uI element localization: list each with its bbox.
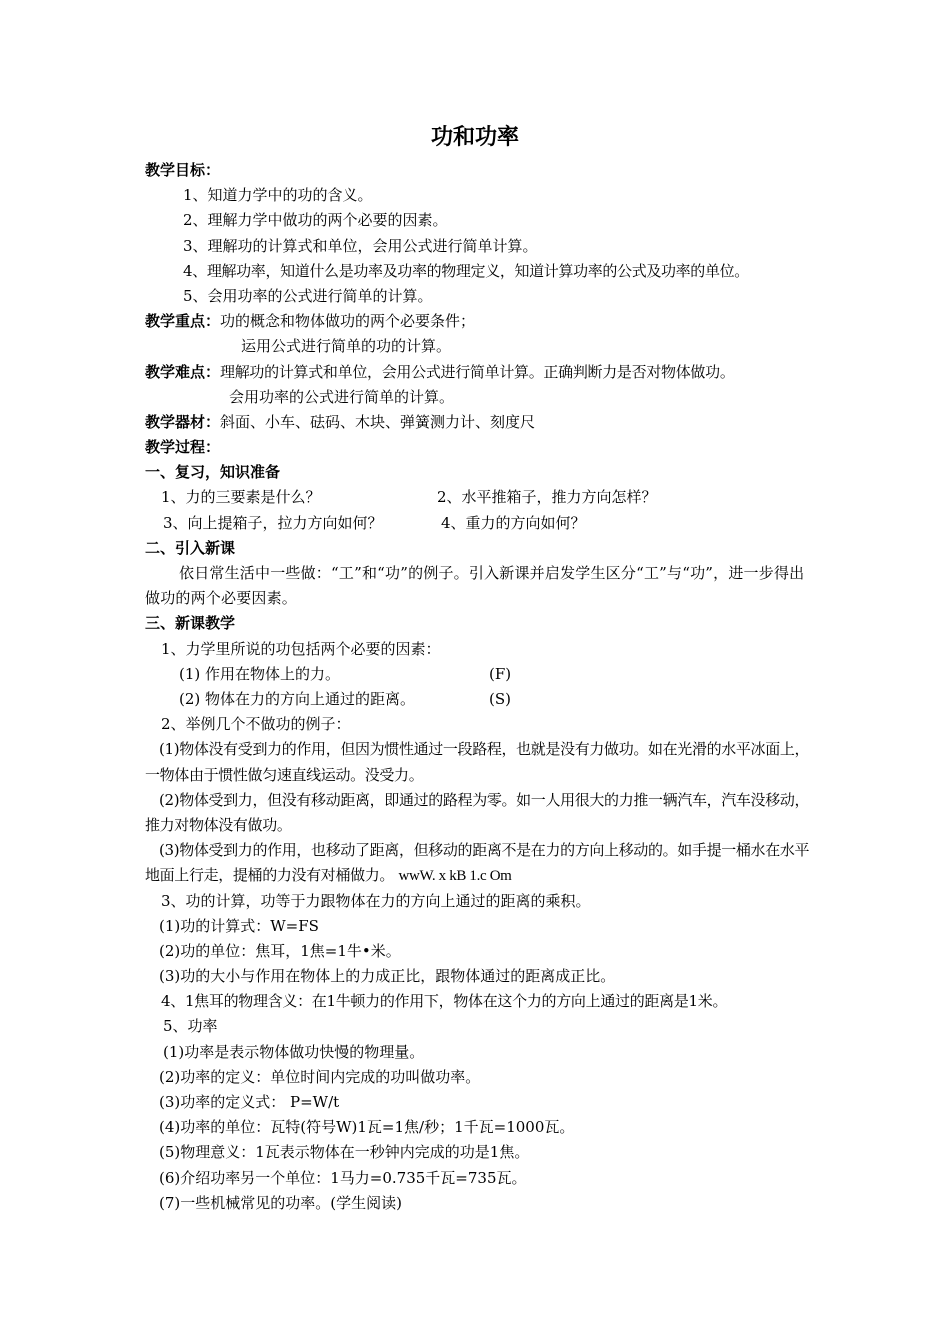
objective-item-5: 5、会用功率的公式进行简单的计算。	[183, 286, 433, 305]
no-work-example-3	[145, 838, 810, 888]
key-points-line-2: 运用公式进行简单的功的计算。	[241, 337, 452, 356]
watermark-text: wwW. x kB 1.c Om	[398, 868, 512, 885]
power-item-4: (4)功率的单位：瓦特(符号W)1瓦=1焦/秒；1千瓦=1000瓦。	[159, 1118, 575, 1137]
difficulties-row	[145, 360, 810, 385]
review-question-4: 4、重力的方向如何？	[441, 513, 586, 532]
new-lesson-heading: 三、新课教学	[145, 614, 236, 633]
key-points-line-1: 功的概念和物体做功的两个必要条件；	[220, 312, 476, 331]
key-points-heading: 教学重点：	[145, 312, 221, 331]
power-item-3: (3)功率的定义式： P=W/t	[159, 1093, 340, 1111]
factor-2-text: (2) 物体在力的方向上通过的距离。	[179, 689, 416, 708]
work-unit: (2)功的单位：焦耳，1焦=1牛•米。	[159, 941, 401, 960]
process-heading: 教学过程：	[145, 438, 221, 457]
factor-1-symbol: (F)	[489, 664, 512, 683]
equipment-text: 斜面、小车、砝码、木块、弹簧测力计、刻度尺	[220, 412, 536, 431]
difficulties-heading: 教学难点：	[145, 362, 221, 381]
work-proportionality: (3)功的大小与作用在物体上的力成正比，跟物体通过的距离成正比。	[159, 967, 616, 986]
intro-paragraph: 依日常生活中一些做：“工”和“功”的例子。引入新课并启发学生区分“工”与“功”，进一步得出做功的两个必要因素。	[145, 564, 805, 608]
review-row-1	[145, 485, 810, 510]
review-row-2	[145, 511, 810, 536]
objective-item-1: 1、知道力学中的功的含义。	[183, 186, 373, 205]
intro-heading: 二、引入新课	[145, 538, 236, 557]
objective-item-4: 4、理解功率，知道什么是功率及功率的物理定义，知道计算功率的公式及功率的单位。	[183, 261, 749, 280]
review-question-1: 1、力的三要素是什么？	[161, 488, 321, 507]
power-item-2: (2)功率的定义：单位时间内完成的功叫做功率。	[159, 1067, 481, 1086]
equipment-row	[145, 410, 810, 435]
factor-1-text: (1) 作用在物体上的力。	[179, 664, 341, 683]
objective-item-3: 3、理解功的计算式和单位，会用公式进行简单计算。	[183, 236, 538, 255]
key-points-row	[145, 309, 810, 334]
no-work-example-3-text: (3)物体受到力的作用，也移动了距离，但移动的距离不是在力的方向上移动的。如手提一桶水在水平地面上行走，提桶的力没有对桶做力。	[145, 841, 810, 885]
objective-item-2: 2、理解力学中做功的两个必要的因素。	[183, 211, 448, 230]
power-item-6: (6)介绍功率另一个单位：1马力=0.735千瓦=735瓦。	[159, 1168, 527, 1187]
work-formula: (1)功的计算式：W=FS	[159, 916, 319, 935]
no-work-example-2: (2)物体受到力，但没有移动距离，即通过的路程为零。如一人用很大的力推一辆汽车，汽车没移动，推力对物体没有做功。	[145, 790, 810, 834]
factor-2-symbol: (S)	[489, 689, 511, 708]
review-question-2: 2、水平推箱子，推力方向怎样？	[437, 488, 657, 507]
power-item-1: (1)功率是表示物体做功快慢的物理量。	[163, 1042, 425, 1061]
joule-meaning: 4、1焦耳的物理含义：在1牛顿力的作用下，物体在这个力的方向上通过的距离是1米。	[161, 992, 728, 1011]
factors-intro: 1、力学里所说的功包括两个必要的因素：	[161, 639, 441, 658]
document-body	[145, 158, 810, 1216]
difficulties-line-2: 会用功率的公式进行简单的计算。	[229, 387, 455, 406]
no-work-example-1: (1)物体没有受到力的作用，但因为惯性通过一段路程，也就是没有力做功。如在光滑的水平冰面上，一物体由于惯性做匀速直线运动。没受力。	[145, 740, 810, 784]
review-heading: 一、复习，知识准备	[145, 463, 281, 482]
equipment-heading: 教学器材：	[145, 412, 221, 431]
factor-row-1	[145, 662, 810, 687]
power-item-7: (7)一些机械常见的功率。(学生阅读)	[159, 1193, 402, 1212]
difficulties-line-1: 理解功的计算式和单位，会用公式进行简单计算。正确判断力是否对物体做功。	[220, 362, 735, 381]
no-work-intro: 2、举例几个不做功的例子：	[161, 715, 351, 734]
review-question-3: 3、向上提箱子，拉力方向如何？	[163, 513, 383, 532]
objectives-heading: 教学目标：	[145, 161, 221, 179]
work-calculation-intro: 3、功的计算，功等于力跟物体在力的方向上通过的距离的乘积。	[161, 891, 591, 910]
document-title: 功和功率	[430, 125, 519, 150]
factor-row-2	[145, 687, 810, 712]
power-heading: 5、功率	[163, 1017, 218, 1036]
power-item-5: (5)物理意义：1瓦表示物体在一秒钟内完成的功是1焦。	[159, 1143, 530, 1162]
